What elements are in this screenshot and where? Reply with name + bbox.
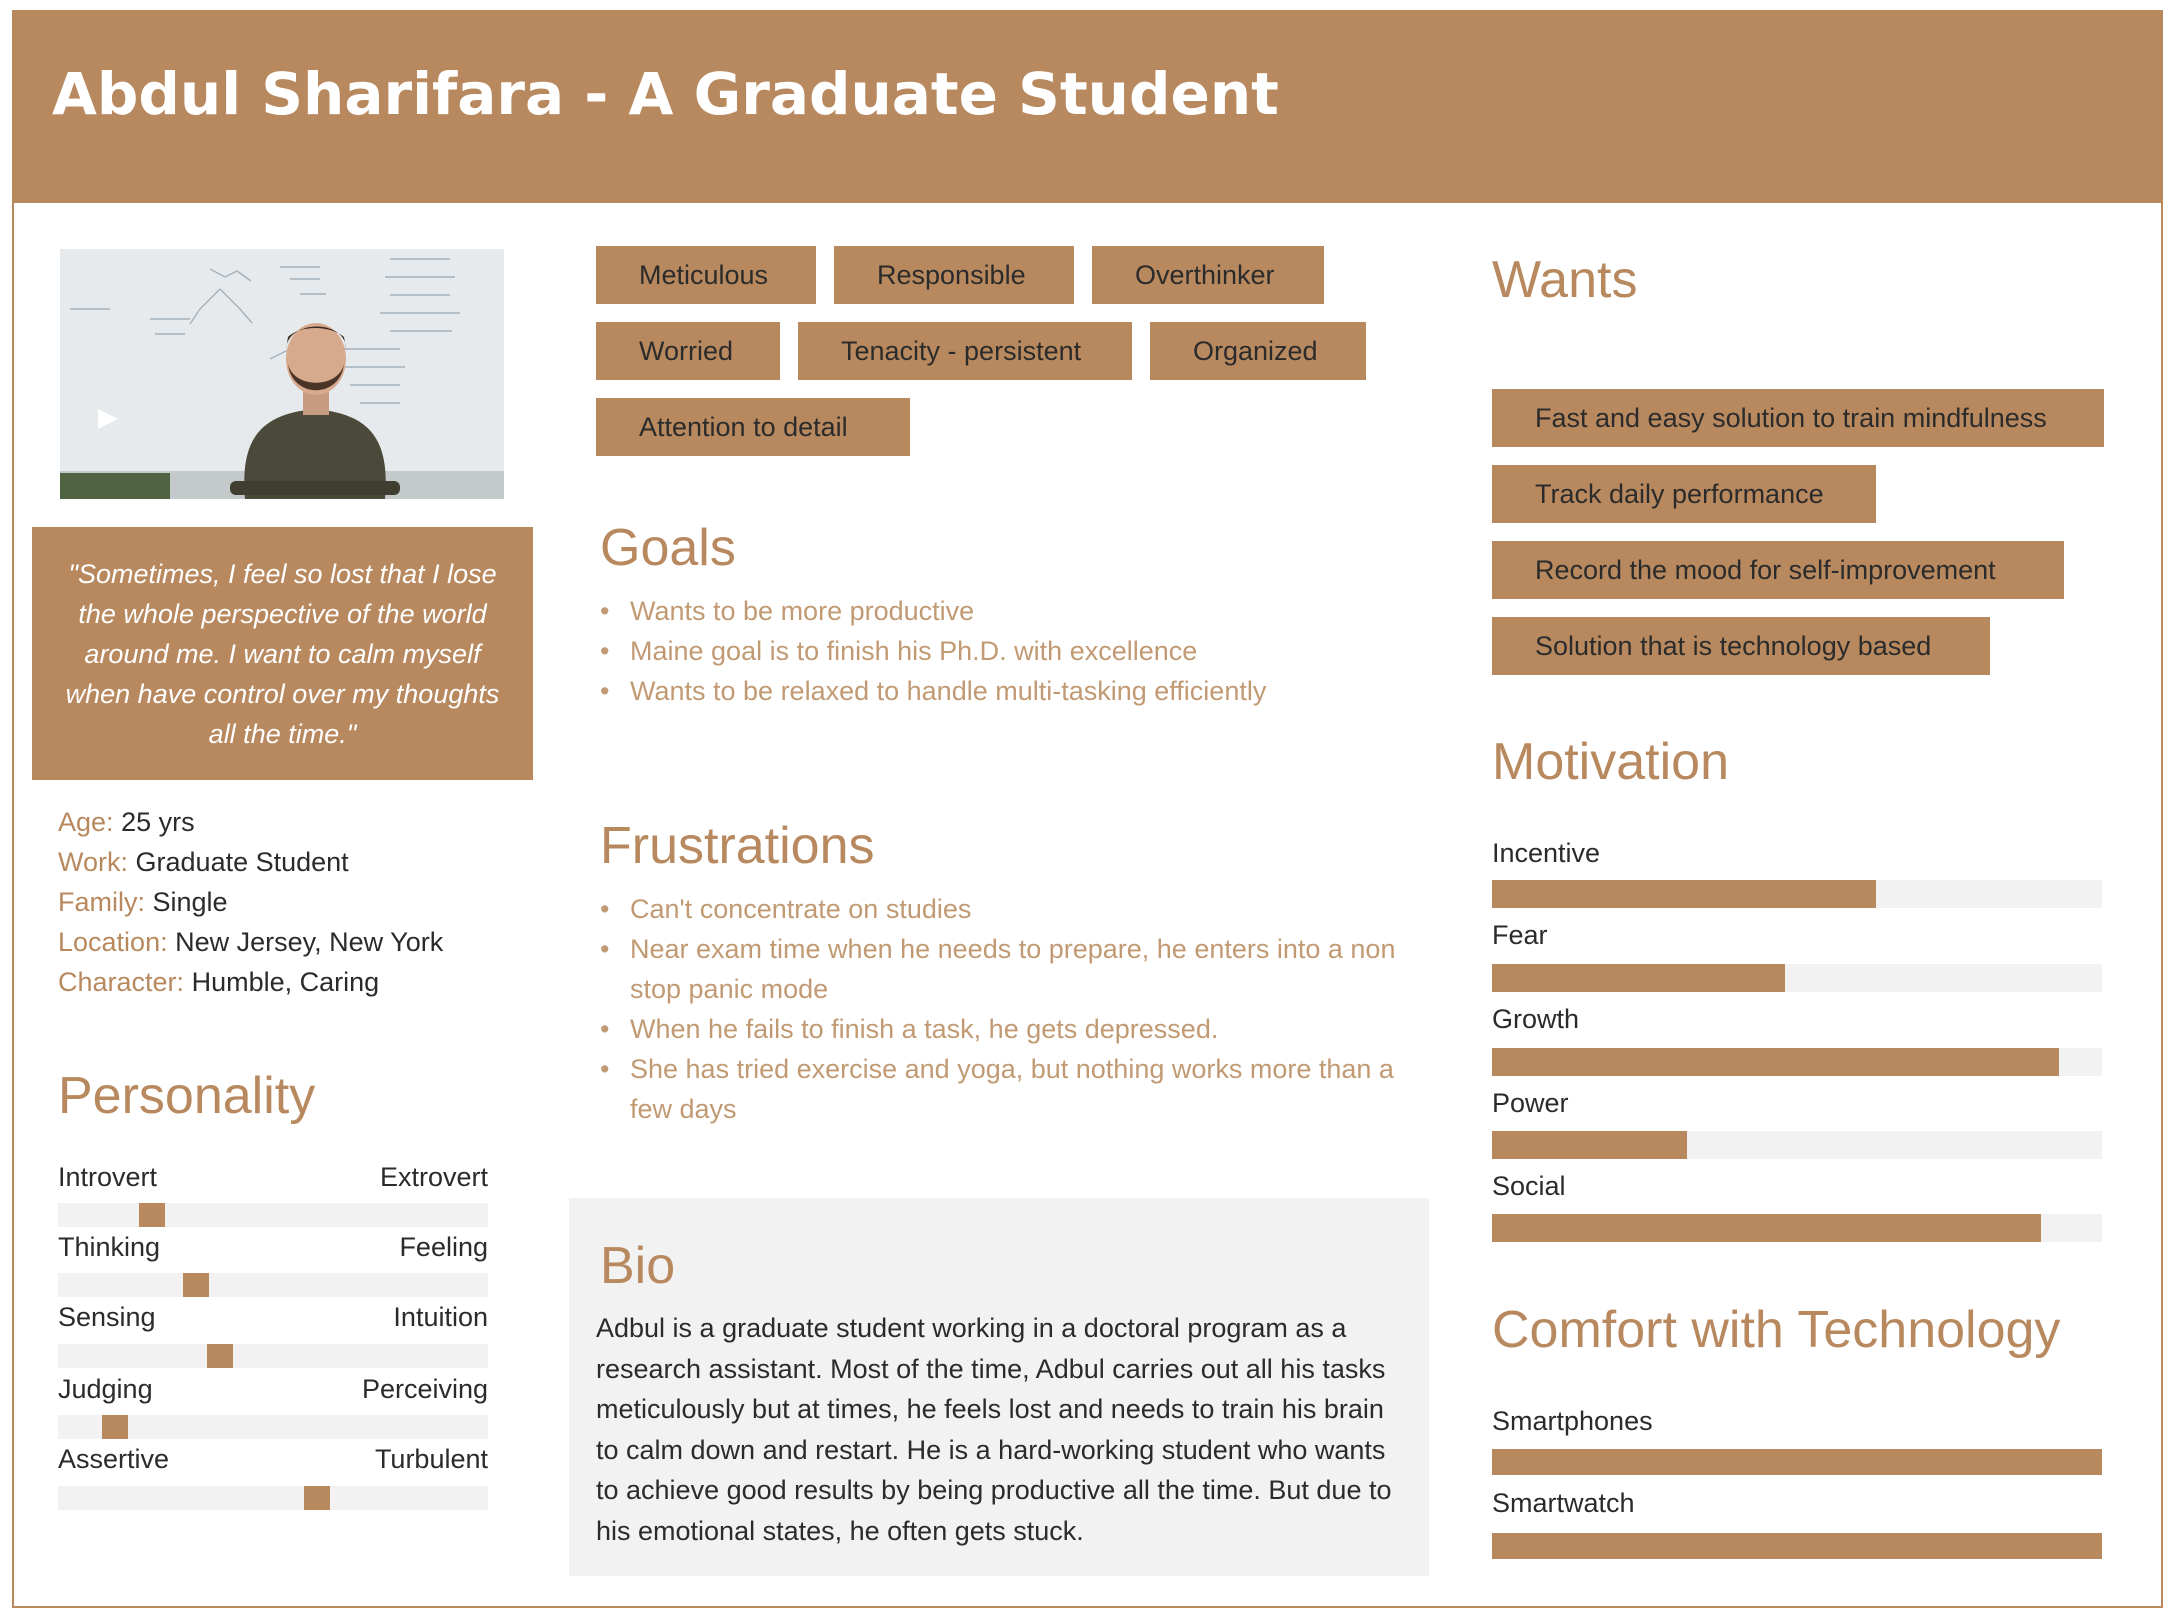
trait-slider <box>58 1344 488 1368</box>
list-item: • When he fails to finish a task, he gets depressed. <box>600 1009 1420 1049</box>
motivation-bar <box>1492 1214 2102 1242</box>
trait-left-label: Assertive <box>58 1444 170 1474</box>
trait-right-label: Extrovert <box>379 1162 488 1192</box>
quote-text: "Sometimes, I feel so lost that I lose the whole perspective of the world around me. I want to calm myself when have control over my thoughts all the time." <box>65 558 500 749</box>
bio-title: Bio <box>600 1237 676 1295</box>
info-location <box>58 927 443 958</box>
persona-quote <box>32 527 533 780</box>
info-work <box>58 847 349 878</box>
trait-left-label: Introvert <box>58 1162 158 1192</box>
list-item: • Can't concentrate on studies <box>600 889 1420 929</box>
list-item: • Near exam time when he needs to prepare, he enters into a non stop panic mode <box>600 929 1420 1009</box>
page-title: Abdul Sharifara - A Graduate Student <box>52 60 1279 128</box>
motivation-label: Growth <box>1492 1004 1580 1034</box>
info-work-key: Work: <box>58 847 129 877</box>
info-age-key: Age: <box>58 807 114 837</box>
trait-right-label: Intuition <box>393 1302 488 1332</box>
trait-slider <box>58 1203 488 1227</box>
trait-slider <box>58 1273 488 1297</box>
want-tag: Solution that is technology based <box>1492 617 1990 675</box>
persona-photo <box>60 249 504 499</box>
photo-illustration <box>60 249 504 499</box>
trait-tag: Meticulous <box>596 246 816 304</box>
wants-title: Wants <box>1492 251 1638 309</box>
frustrations-title: Frustrations <box>600 817 875 875</box>
motivation-label: Fear <box>1492 920 1548 950</box>
trait-right-label: Feeling <box>399 1232 488 1262</box>
trait-slider-thumb <box>102 1415 128 1439</box>
info-character-key: Character: <box>58 967 185 997</box>
info-age-value: 25 yrs <box>121 807 195 837</box>
trait-slider-thumb <box>304 1486 330 1510</box>
info-family-key: Family: <box>58 887 145 917</box>
header-banner <box>12 10 2163 203</box>
motivation-bar <box>1492 880 2102 908</box>
trait-tag: Worried <box>596 322 780 380</box>
trait-tag: Attention to detail <box>596 398 910 456</box>
trait-right-label: Turbulent <box>374 1444 488 1474</box>
motivation-bar <box>1492 1048 2102 1076</box>
technology-bar-fill <box>1492 1533 2102 1559</box>
trait-slider <box>58 1486 488 1510</box>
info-work-value: Graduate Student <box>135 847 349 877</box>
motivation-bar-fill <box>1492 964 1785 992</box>
want-tag: Fast and easy solution to train mindfulness <box>1492 389 2104 447</box>
technology-bar-fill <box>1492 1449 2102 1475</box>
trait-tag: Organized <box>1150 322 1366 380</box>
list-item: • She has tried exercise and yoga, but nothing works more than a few days <box>600 1049 1420 1129</box>
motivation-bar <box>1492 964 2102 992</box>
info-family <box>58 887 228 918</box>
info-character-value: Humble, Caring <box>191 967 380 997</box>
motivation-bar-fill <box>1492 1048 2059 1076</box>
motivation-label: Social <box>1492 1171 1566 1201</box>
technology-bar <box>1492 1533 2102 1559</box>
motivation-bar <box>1492 1131 2102 1159</box>
technology-label: Smartphones <box>1492 1406 1653 1436</box>
motivation-label: Incentive <box>1492 838 1601 868</box>
motivation-label: Power <box>1492 1088 1569 1118</box>
trait-tag: Tenacity - persistent <box>798 322 1132 380</box>
technology-bar <box>1492 1449 2102 1475</box>
info-location-value: New Jersey, New York <box>175 927 444 957</box>
want-tag: Record the mood for self-improvement <box>1492 541 2064 599</box>
trait-slider <box>58 1415 488 1439</box>
frustrations-list <box>600 889 1420 1129</box>
info-age <box>58 807 195 838</box>
trait-right-label: Perceiving <box>361 1374 488 1404</box>
trait-left-label: Sensing <box>58 1302 156 1332</box>
list-item: • Wants to be more productive <box>600 591 1420 631</box>
info-family-value: Single <box>152 887 228 917</box>
info-location-key: Location: <box>58 927 168 957</box>
motivation-bar-fill <box>1492 1214 2041 1242</box>
technology-title: Comfort with Technology <box>1492 1301 2061 1359</box>
trait-tag: Overthinker <box>1092 246 1324 304</box>
motivation-title: Motivation <box>1492 733 1729 791</box>
goals-title: Goals <box>600 519 736 577</box>
trait-left-label: Thinking <box>58 1232 161 1262</box>
trait-tag: Responsible <box>834 246 1074 304</box>
trait-slider-thumb <box>207 1344 233 1368</box>
info-character <box>58 967 379 998</box>
motivation-bar-fill <box>1492 1131 1687 1159</box>
trait-left-label: Judging <box>58 1374 153 1404</box>
trait-slider-thumb <box>139 1203 165 1227</box>
want-tag: Track daily performance <box>1492 465 1876 523</box>
technology-label: Smartwatch <box>1492 1488 1635 1518</box>
bio-text: Adbul is a graduate student working in a doctoral program as a research assistant. Most of the time, Adbul carries out all his tasks meticulously but at times, he feels lost and needs to train his brain to calm down and restart. He is a hard-working student who wants to achieve good results by being productive all the time. But due to his emotional states, he often gets stuck. <box>596 1313 1392 1546</box>
motivation-bar-fill <box>1492 880 1876 908</box>
trait-slider-thumb <box>183 1273 209 1297</box>
goals-list <box>600 591 1420 711</box>
list-item: • Maine goal is to finish his Ph.D. with excellence <box>600 631 1420 671</box>
personality-title: Personality <box>58 1067 316 1125</box>
list-item: • Wants to be relaxed to handle multi-tasking efficiently <box>600 671 1420 711</box>
